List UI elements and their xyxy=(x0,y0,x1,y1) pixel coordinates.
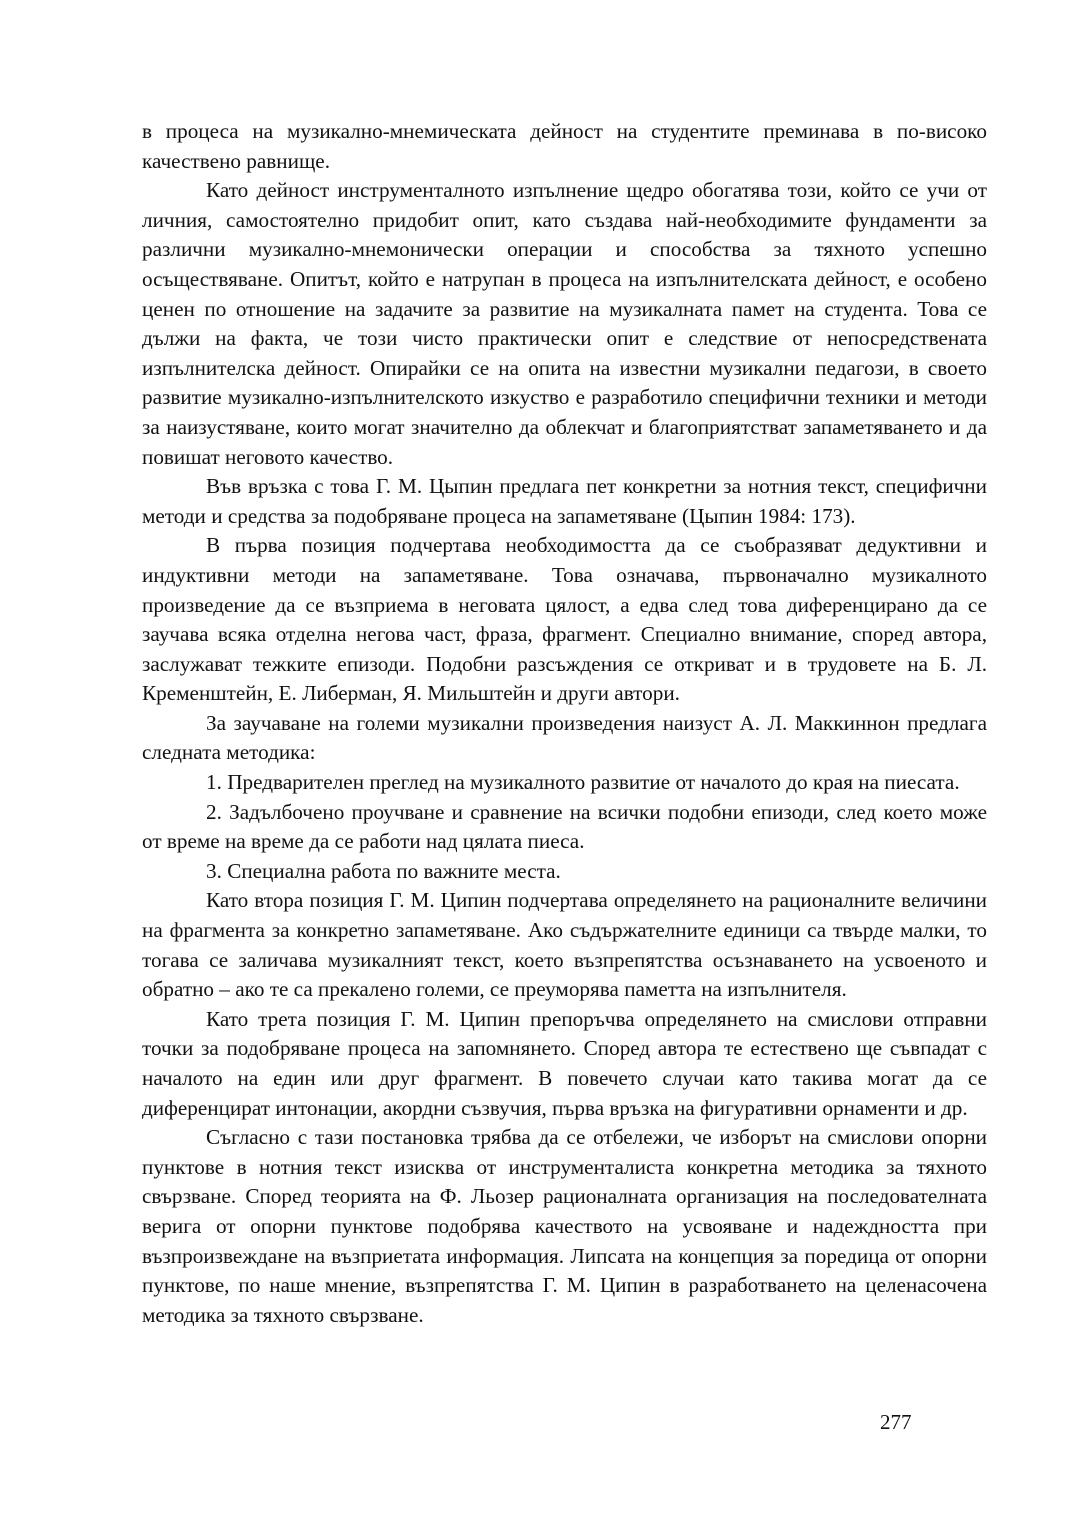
paragraph-tsypin-methods: Във връзка с това Г. М. Цыпин предлага пет конкретни за нотния текст, специфични методи и средства за подобряване процеса на запаметяване (Цыпин 1984: 173). xyxy=(142,474,987,528)
list-item-2: 2. Задълбочено проучване и сравнение на всички подобни епизоди, след което може от време на време да се работи над цялата пиеса. xyxy=(142,799,987,854)
list-item-1: 1. Предварителен преглед на музикалното развитие от началото до края на пиесата. xyxy=(206,770,960,795)
paragraph-third-position: Като трета позиция Г. М. Ципин препоръчва определянето на смислови отправни точки за подобряване процеса на запомнянето. Според автора те естествено ще съвпадат с началото на един или друг фрагмент. В повечето случаи като такива могат да се диференцират интонации, акордни съзвучия, първа връзка на фигуративни орнаменти и др. xyxy=(142,1006,987,1120)
paragraph-instrumental-performance: Като дейност инструменталното изпълнение щедро обогатява този, който се учи от личния, самостоятелно придобит опит, като създава най-необходимите фундаменти за различни музикално-мнемонически операции и способства за тяхното успешно осъществяване. Опитът, който е натрупан в процеса на изпълнителската дейност, е особено ценен по отношение на задачите за развитие на музикалната памет на студента. Това се дължи на факта, че този чисто практически опит е следствие от непосредствената изпълнителска дейност. Опирайки се на опита на известни музикални педагози, в своето развитие музикално-изпълнителското изкуство е разработило специфични техники и методи за наизустяване, които могат значително да облекчат и благоприятстват запаметяването и да повишат неговото качество. xyxy=(142,178,987,469)
page-number: 277 xyxy=(880,1410,912,1434)
body-text xyxy=(142,117,987,1330)
paragraph-second-position: Като втора позиция Г. М. Ципин подчертава определянето на рационалните величини на фрагмента за конкретно запаметяване. Ако съдържателните единици са твърде малки, то тогава се заличава музикалният текст, което възпрепятства осъзнаването на усвоеното и обратно – ако те са прекалено големи, се преуморява паметта на изпълнителя. xyxy=(142,888,987,1002)
list-item-3: 3. Специална работа по важните места. xyxy=(206,858,561,883)
paragraph-conclusion: Съгласно с тази постановка трябва да се отбележи, че изборът на смислови опорни пунктове в нотния текст изисква от инструменталиста конкретна методика за тяхното свързване. Според теорията на Ф. Льозер рационалната организация на последователната верига от опорни пунктове подобрява качеството на усвояване и надеждността при възпроизвеждане на възприетата информация. Липсата на концепция за поредица от опорни пунктове, по наше мнение, възпрепятства Г. М. Ципин в разработването на целенасочена методика за тяхното свързване. xyxy=(142,1125,987,1327)
paragraph-continuation: в процеса на музикално-мнемическата дейност на студентите преминава в по-високо качествено равнище. xyxy=(142,119,987,173)
paragraph-mackinnon-method: За заучаване на големи музикални произведения наизуст А. Л. Маккиннон предлага следната методика: xyxy=(142,710,987,765)
paragraph-first-position: В първа позиция подчертава необходимостта да се съобразяват дедуктивни и индуктивни методи на запаметяване. Това означава, първоначално музикалното произведение да се възприема в неговата цялост, а едва след това диференцирано да се заучава всяка отделна негова част, фраза, фрагмент. Специално внимание, според автора, заслужават тежките епизоди. Подобни разсъждения се откриват и в трудовете на Б. Л. Кременштейн, Е. Либерман, Я. Мильштейн и други автори. xyxy=(142,533,987,706)
